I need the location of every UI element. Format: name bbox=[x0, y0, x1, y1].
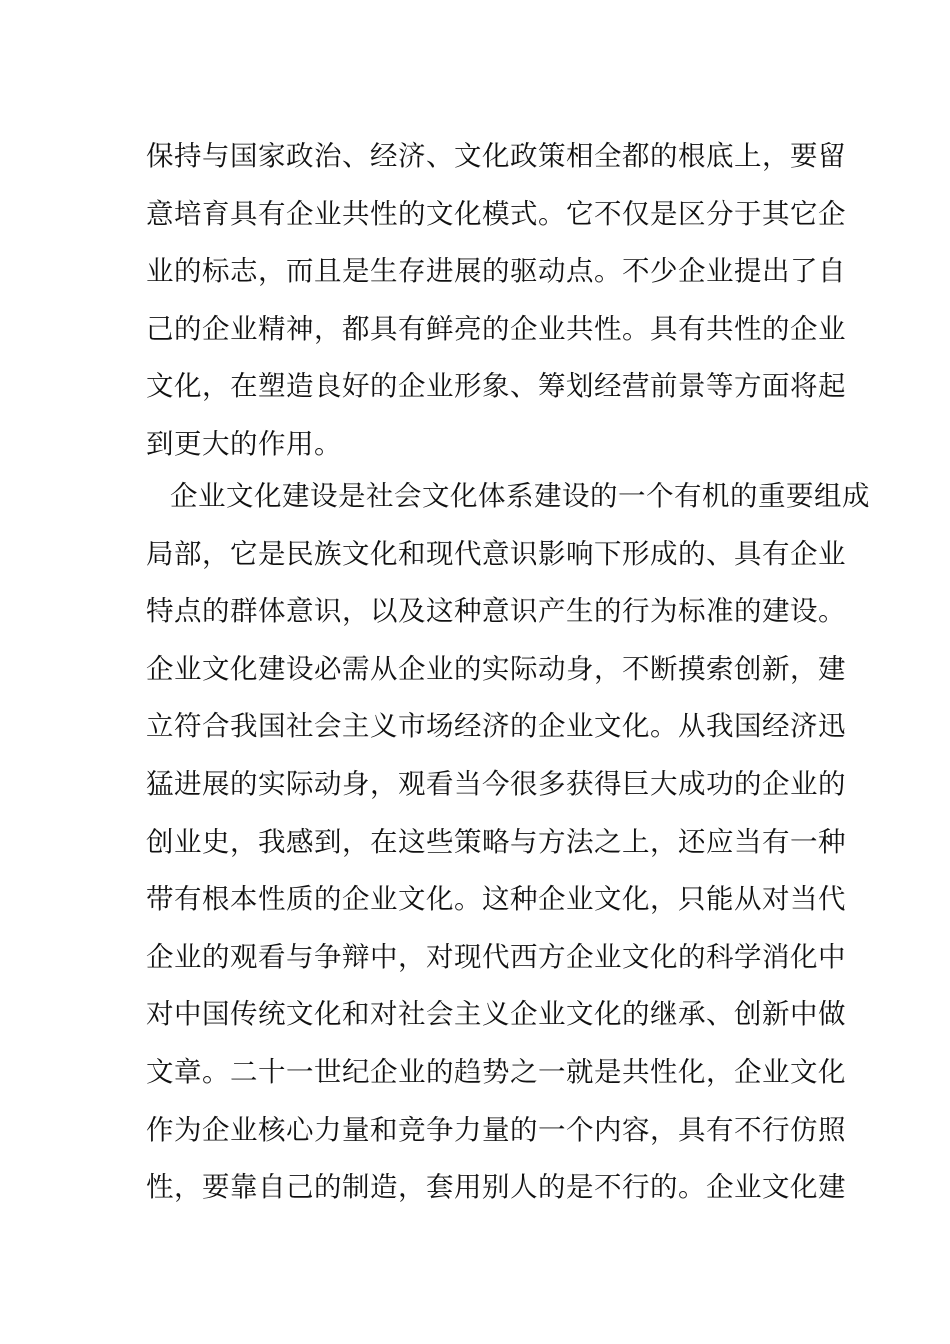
paragraph-line: 局部，它是民族文化和现代意识影响下形成的、具有企业 bbox=[146, 537, 846, 570]
paragraph-line: 猛进展的实际动身，观看当今很多获得巨大成功的企业的 bbox=[146, 767, 846, 800]
paragraph-line: 业的标志，而且是生存进展的驱动点。不少企业提出了自 bbox=[146, 255, 846, 288]
paragraph-line: 己的企业精神，都具有鲜亮的企业共性。具有共性的企业 bbox=[146, 312, 846, 345]
paragraph-line: 保持与国家政治、经济、文化政策相全都的根底上，要留 bbox=[146, 140, 846, 172]
paragraph-line: 意培育具有企业共性的文化模式。它不仅是区分于其它企 bbox=[146, 197, 846, 230]
paragraph-line: 对中国传统文化和对社会主义企业文化的继承、创新中做 bbox=[146, 998, 846, 1031]
paragraph-line: 创业史，我感到，在这些策略与方法之上，还应当有一种 bbox=[146, 825, 846, 858]
paragraph-line: 特点的群体意识，以及这种意识产生的行为标准的建设。 bbox=[146, 595, 846, 628]
paragraph-line: 企业文化建设是社会文化体系建设的一个有机的重要组成 bbox=[170, 480, 870, 512]
paragraph-line: 性，要靠自己的制造，套用别人的是不行的。企业文化建 bbox=[146, 1171, 846, 1204]
paragraph-2 bbox=[146, 468, 870, 1217]
paragraph-line: 企业文化建设必需从企业的实际动身，不断摸索创新，建 bbox=[146, 652, 846, 685]
paragraph-line: 文化，在塑造良好的企业形象、筹划经营前景等方面将起 bbox=[146, 370, 846, 403]
paragraph-line: 企业的观看与争辩中，对现代西方企业文化的科学消化中 bbox=[146, 940, 846, 973]
paragraph-line: 到更大的作用。 bbox=[146, 427, 342, 460]
paragraph-line: 作为企业核心力量和竞争力量的一个内容，具有不行仿照 bbox=[146, 1113, 846, 1146]
paragraph-line: 文章。二十一世纪企业的趋势之一就是共性化，企业文化 bbox=[146, 1055, 846, 1088]
paragraph-1 bbox=[146, 128, 846, 474]
paragraph-line: 带有根本性质的企业文化。这种企业文化，只能从对当代 bbox=[146, 883, 846, 916]
paragraph-line: 立符合我国社会主义市场经济的企业文化。从我国经济迅 bbox=[146, 710, 846, 743]
